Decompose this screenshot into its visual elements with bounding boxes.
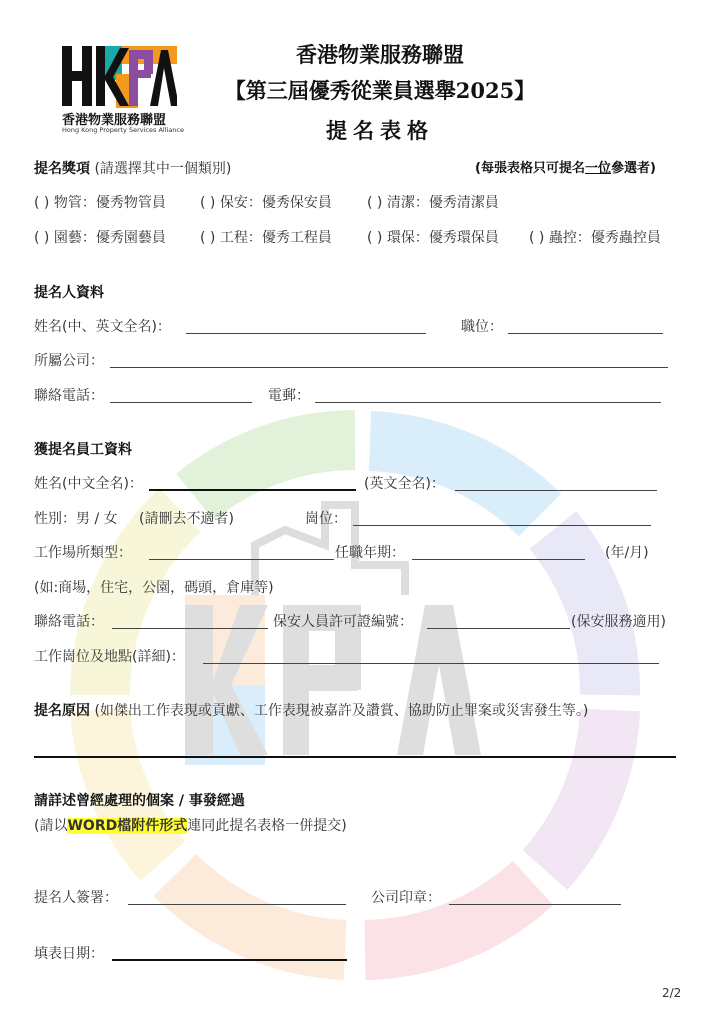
nominee-post-field[interactable] bbox=[353, 525, 651, 526]
nominator-position-field[interactable] bbox=[508, 333, 663, 334]
nominee-license-note: (保安服務適用) bbox=[571, 614, 666, 630]
nominee-name-en-field[interactable] bbox=[455, 490, 657, 491]
nominee-gender-label: 性別：男 / 女 bbox=[34, 511, 118, 527]
stamp-field[interactable] bbox=[449, 904, 621, 905]
award-option-pest-control[interactable]: ( ) 蟲控：優秀蟲控員 bbox=[529, 230, 661, 246]
hkpa-logo-mark bbox=[62, 46, 177, 108]
stamp-label: 公司印章： bbox=[371, 890, 441, 906]
sign-label: 提名人簽署： bbox=[34, 890, 118, 906]
nominee-name-zh-field[interactable] bbox=[149, 489, 356, 491]
award-note: (每張表格只可提名一位參選者) bbox=[475, 161, 656, 176]
cases-heading: 請詳述曾經處理的個案 / 事發經過 bbox=[34, 793, 245, 809]
nominator-email-label: 電郵： bbox=[268, 388, 310, 404]
nominee-name-en-label: (英文全名)： bbox=[364, 476, 445, 492]
date-field[interactable] bbox=[112, 959, 347, 961]
header-line1: 香港物業服務聯盟 bbox=[296, 42, 464, 67]
header-line2: 【第三屆優秀從業員選舉2025】 bbox=[224, 78, 536, 103]
award-option-property[interactable]: ( ) 物管：優秀物管員 bbox=[34, 195, 166, 211]
nominator-phone-label: 聯絡電話： bbox=[34, 388, 104, 404]
nominator-name-label: 姓名(中、英文全名)： bbox=[34, 319, 171, 335]
award-option-environment[interactable]: ( ) 環保：優秀環保員 bbox=[367, 230, 499, 246]
award-note-underlined: 一位 bbox=[584, 161, 611, 176]
award-section bbox=[34, 160, 231, 178]
logo-name-zh: 香港物業服務聯盟 bbox=[62, 113, 167, 128]
award-option-gardening[interactable]: ( ) 園藝：優秀園藝員 bbox=[34, 230, 166, 246]
cases-hint-highlight: WORD檔附件形式 bbox=[67, 818, 188, 834]
reason-section bbox=[34, 702, 588, 720]
hkpa-watermark bbox=[25, 365, 685, 1025]
sign-field[interactable] bbox=[128, 904, 346, 905]
award-option-engineering[interactable]: ( ) 工程：優秀工程員 bbox=[200, 230, 332, 246]
reason-field[interactable] bbox=[34, 756, 676, 758]
reason-heading: 提名原因 bbox=[34, 703, 90, 719]
nominator-company-field[interactable] bbox=[110, 367, 668, 368]
nominee-post-label: 崗位： bbox=[305, 511, 347, 527]
nominee-workplace-label: 工作場所類型： bbox=[34, 545, 132, 561]
page-number: 2/2 bbox=[662, 986, 682, 1000]
nominee-tenure-field[interactable] bbox=[412, 559, 585, 560]
nominee-tenure-label: 任職年期： bbox=[335, 545, 405, 561]
nominee-tenure-unit: (年/月) bbox=[605, 545, 649, 561]
nominator-position-label: 職位： bbox=[461, 319, 503, 335]
nominee-phone-label: 聯絡電話： bbox=[34, 614, 104, 630]
reason-hint: (如傑出工作表現或貢獻、工作表現被嘉許及讚賞、協助防止罪案或災害發生等。) bbox=[94, 703, 589, 719]
award-option-cleaning[interactable]: ( ) 清潔：優秀清潔員 bbox=[367, 195, 499, 211]
nominee-workplace-examples: (如:商場，住宅，公園，碼頭，倉庫等) bbox=[34, 580, 274, 596]
nominee-gender-hint: (請刪去不適者) bbox=[139, 511, 234, 527]
cases-hint: (請以WORD檔附件形式連同此提名表格一併提交) bbox=[34, 818, 347, 834]
nominator-name-field[interactable] bbox=[186, 333, 426, 334]
award-option-security[interactable]: ( ) 保安：優秀保安員 bbox=[200, 195, 332, 211]
date-label: 填表日期： bbox=[34, 946, 104, 962]
award-hint: (請選擇其中一個類別) bbox=[94, 161, 232, 177]
logo-name-en: Hong Kong Property Services Alliance bbox=[62, 126, 184, 134]
award-heading: 提名獎項 bbox=[34, 161, 90, 177]
form-title: 提名表格 bbox=[326, 118, 434, 143]
nominator-company-label: 所屬公司： bbox=[34, 353, 104, 369]
nominee-location-field[interactable] bbox=[203, 663, 659, 664]
nominee-name-zh-label: 姓名(中文全名)： bbox=[34, 476, 143, 492]
logo bbox=[62, 46, 182, 136]
nominator-email-field[interactable] bbox=[315, 402, 661, 403]
nominator-phone-field[interactable] bbox=[110, 402, 252, 403]
nominee-workplace-field[interactable] bbox=[149, 559, 334, 560]
nominee-location-label: 工作崗位及地點(詳細)： bbox=[34, 649, 185, 665]
nominee-phone-field[interactable] bbox=[112, 628, 268, 629]
nominee-license-field[interactable] bbox=[427, 628, 570, 629]
nominator-heading: 提名人資料 bbox=[34, 285, 104, 301]
nominee-heading: 獲提名員工資料 bbox=[34, 442, 132, 458]
nominee-license-label: 保安人員許可證編號： bbox=[273, 614, 413, 630]
